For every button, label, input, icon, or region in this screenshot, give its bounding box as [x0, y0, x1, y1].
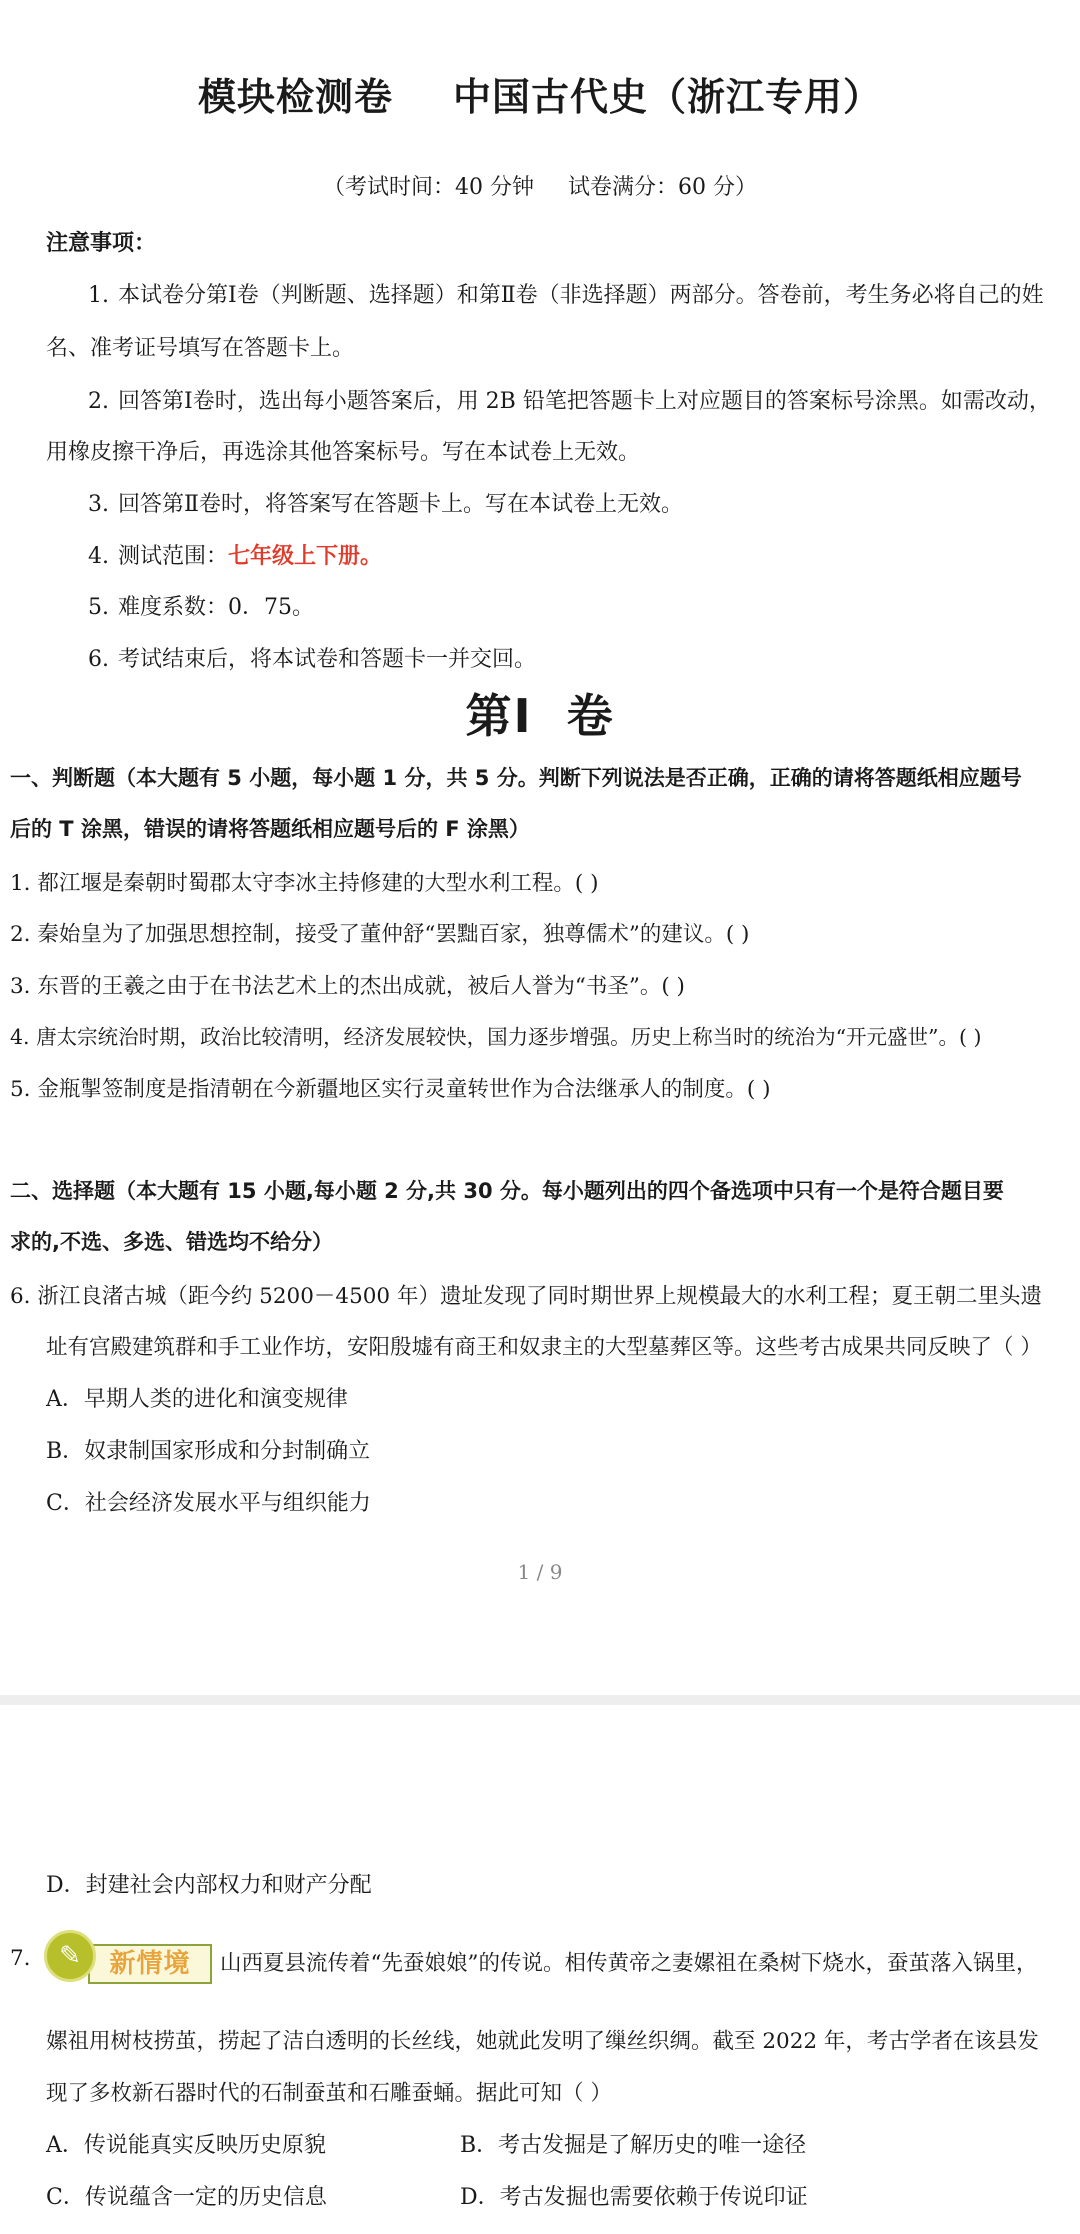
notes-heading: 注意事项：: [46, 231, 157, 256]
note-item-3: [88, 487, 683, 518]
note-num: 6.: [88, 647, 109, 672]
note-num: 5.: [88, 595, 109, 620]
note-item-2-line2: 用橡皮擦干净后，再选涂其他答案标号。写在本试卷上无效。: [46, 440, 641, 465]
new-context-badge: [44, 1930, 214, 1984]
new-context-label: 新情境: [88, 1944, 212, 1984]
note-item-6: [88, 642, 536, 673]
question-6-option-c: C．社会经济发展水平与组织能力: [46, 1491, 371, 1516]
exam-title: [0, 66, 1080, 121]
question-6-option-a: A．早期人类的进化和演变规律: [46, 1387, 348, 1412]
question-3: 3. 东晋的王羲之由于在书法艺术上的杰出成就，被后人誉为“书圣”。( ): [10, 974, 685, 999]
section-title: [0, 680, 1080, 746]
question-6-line1: 6. 浙江良渚古城（距今约 5200－4500 年）遗址发现了同时期世界上规模最大的水利工程；夏王朝二里头遗: [10, 1284, 1042, 1309]
note-text: 本试卷分第Ⅰ卷（判断题、选择题）和第Ⅱ卷（非选择题）两部分。答卷前，考生务必将自己的姓: [118, 283, 1044, 308]
note-item-1-line2: 名、准考证号填写在答题卡上。: [46, 336, 355, 361]
note-num: 3.: [88, 492, 109, 517]
part1-heading-line2: 后的 T 涂黑，错误的请将答题纸相应题号后的 F 涂黑）: [10, 817, 530, 841]
note-text: 回答第Ⅰ卷时，选出每小题答案后，用 2B 铅笔把答题卡上对应题目的答案标号涂黑。如需改动，: [118, 389, 1051, 414]
question-4: 4. 唐太宗统治时期，政治比较清明，经济发展较快，国力逐步增强。历史上称当时的统治为“开元盛世”。( ): [10, 1025, 982, 1049]
note-num: 1.: [88, 283, 109, 308]
title-left: 模块检测卷: [197, 75, 393, 119]
question-7-line3: 现了多枚新石器时代的石制蚕茧和石雕蚕蛹。据此可知（ ）: [46, 2081, 612, 2106]
pencil-icon: ✎: [44, 1930, 96, 1982]
note-item-5: [88, 590, 314, 621]
exam-time: （考试时间：40 分钟: [323, 175, 534, 200]
section-title-b: 卷: [566, 689, 615, 743]
note-text: 回答第Ⅱ卷时，将答案写在答题卡上。写在本试卷上无效。: [118, 492, 683, 517]
note-item-1-line1: [88, 278, 1044, 309]
note-num: 4.: [88, 544, 109, 569]
test-scope-highlight: 七年级上下册。: [228, 544, 383, 569]
question-7-option-b: B．考古发掘是了解历史的唯一途径: [460, 2133, 807, 2158]
note-item-2-line1: [88, 384, 1051, 415]
page-break: [0, 1695, 1080, 1705]
exam-subtitle: [0, 170, 1080, 201]
title-right: 中国古代史（浙江专用）: [453, 75, 883, 119]
question-6-option-b: B．奴隶制国家形成和分封制确立: [46, 1439, 371, 1464]
question-7-number: 7.: [10, 1946, 31, 1971]
note-item-4: [88, 539, 382, 570]
question-7-line2: 嫘祖用树枝捞茧，捞起了洁白透明的长丝线，她就此发明了缫丝织绸。截至 2022 年，考古学者在该县发: [46, 2029, 1039, 2054]
part1-heading-line1: 一、判断题（本大题有 5 小题，每小题 1 分，共 5 分。判断下列说法是否正确，正确的请将答题纸相应题号: [10, 766, 1022, 790]
question-7-option-a: A．传说能真实反映历史原貌: [46, 2133, 326, 2158]
note-num: 2.: [88, 389, 109, 414]
full-score: 试卷满分：60 分）: [568, 175, 757, 200]
page-number: 1 / 9: [517, 1560, 563, 1584]
question-5: 5. 金瓶掣签制度是指清朝在今新疆地区实行灵童转世作为合法继承人的制度。( ): [10, 1077, 771, 1102]
section-title-a: 第Ⅰ: [465, 689, 533, 743]
question-6-line2: 址有宫殿建筑群和手工业作坊，安阳殷墟有商王和奴隶主的大型墓葬区等。这些考古成果共同反映了（ ）: [46, 1335, 1042, 1360]
question-7-option-c: C．传说蕴含一定的历史信息: [46, 2185, 327, 2210]
part2-heading-line2: 求的,不选、多选、错选均不给分）: [10, 1230, 333, 1254]
question-1: 1. 都江堰是秦朝时蜀郡太守李冰主持修建的大型水利工程。( ): [10, 871, 599, 896]
note-text: 考试结束后，将本试卷和答题卡一并交回。: [118, 647, 537, 672]
question-2: 2. 秦始皇为了加强思想控制，接受了董仲舒“罢黜百家，独尊儒术”的建议。( ): [10, 922, 750, 947]
part2-heading-line1: 二、选择题（本大题有 15 小题,每小题 2 分,共 30 分。每小题列出的四个备选项中只有一个是符合题目要: [10, 1179, 1004, 1203]
question-7-line1: 山西夏县流传着“先蚕娘娘”的传说。相传黄帝之妻嫘祖在桑树下烧水，蚕茧落入锅里，: [220, 1951, 1038, 1976]
note-text: 测试范围：: [118, 544, 229, 569]
question-6-option-d: D．封建社会内部权力和财产分配: [46, 1873, 372, 1898]
note-text: 难度系数：0．75。: [118, 595, 314, 620]
question-7-option-d: D．考古发掘也需要依赖于传说印证: [460, 2185, 808, 2210]
